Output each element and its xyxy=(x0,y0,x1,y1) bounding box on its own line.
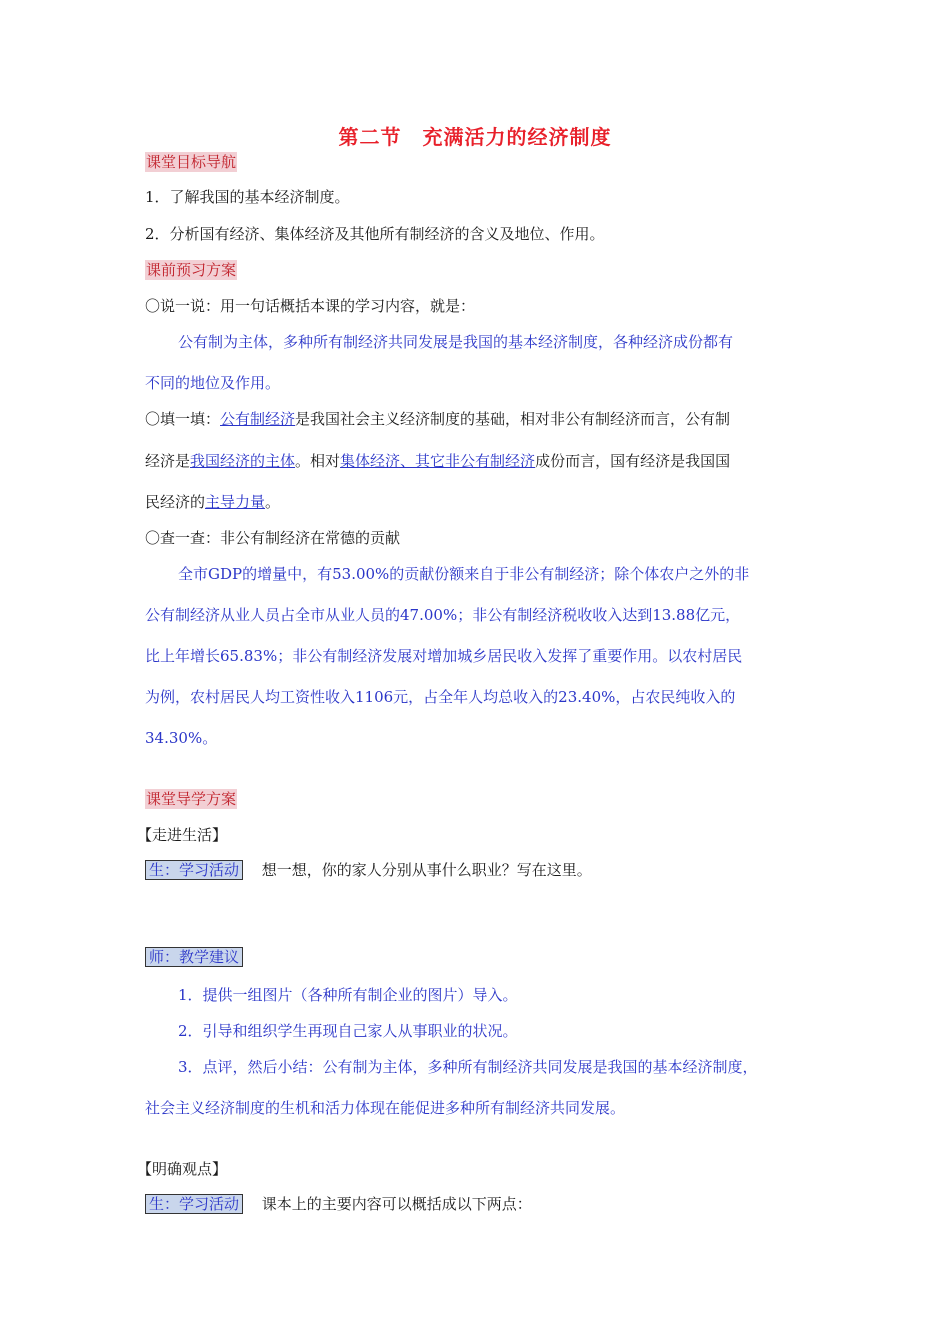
teacher-suggestion-tag: 师：教学建议 xyxy=(145,947,243,967)
fill-blank-answer: 主导力量 xyxy=(205,493,266,511)
fill-blank-answer: 公有制经济 xyxy=(220,410,296,428)
fill-blank-answer: 我国经济的主体 xyxy=(190,452,296,470)
fill-blank-answer: 集体经济、其它非公有制经济 xyxy=(340,452,536,470)
fill-text: 是我国社会主义经济制度的基础，相对非公有制经济而言，公有制 xyxy=(295,410,731,428)
section-heading-preview: 课前预习方案 xyxy=(146,261,237,279)
suggestion-item-3-continued: 社会主义经济制度的生机和活力体现在能促进多种所有制经济共同发展。 xyxy=(145,1099,626,1117)
suggestion-item-3: 3．点评，然后小结：公有制为主体，多种所有制经济共同发展是我国的基本经济制度， xyxy=(178,1058,758,1076)
fill-line-2 xyxy=(145,451,730,471)
student-activity-row-2 xyxy=(145,1194,532,1214)
suggestion-item-1: 1．提供一组图片（各种所有制企业的图片）导入。 xyxy=(178,986,518,1004)
fill-text: 。 xyxy=(265,493,281,511)
teacher-suggestion-row xyxy=(145,947,243,967)
fill-text: 经济是 xyxy=(145,452,191,470)
suggestion-item-2: 2．引导和组织学生再现自己家人从事职业的状况。 xyxy=(178,1022,518,1040)
say-answer-line-2: 不同的地位及作用。 xyxy=(145,374,281,392)
fill-text: 。相对 xyxy=(295,452,341,470)
view-prompt: 课本上的主要内容可以概括成以下两点： xyxy=(261,1195,532,1213)
check-text-line-5: 34.30%。 xyxy=(145,729,218,747)
check-label: 〇查一查：非公有制经济在常德的贡献 xyxy=(145,529,401,547)
say-answer-line-1: 公有制为主体，多种所有制经济共同发展是我国的基本经济制度，各种经济成份都有 xyxy=(178,333,734,351)
check-text-line-4: 为例，农村居民人均工资性收入1106元，占全年人均总收入的23.40%，占农民纯收入的 xyxy=(145,688,736,706)
say-label: 〇说一说：用一句话概括本课的学习内容，就是： xyxy=(145,297,476,315)
check-text-line-2: 公有制经济从业人员占全市从业人员的47.00%；非公有制经济税收收入达到13.88亿元， xyxy=(145,606,741,624)
view-heading: 【明确观点】 xyxy=(137,1160,228,1178)
check-text-line-1: 全市GDP的增量中，有53.00%的贡献份额来自于非公有制经济；除个体农户之外的非 xyxy=(178,565,750,583)
student-activity-tag: 生：学习活动 xyxy=(145,860,243,880)
fill-line-3 xyxy=(145,492,280,512)
fill-line-1 xyxy=(145,409,730,429)
section-heading-guide: 课堂导学方案 xyxy=(146,790,237,808)
fill-label: 〇填一填： xyxy=(145,410,221,428)
student-activity-row-1 xyxy=(145,860,592,880)
life-prompt: 想一想，你的家人分别从事什么职业？写在这里。 xyxy=(261,861,592,879)
goal-item-1: 1．了解我国的基本经济制度。 xyxy=(145,188,350,206)
student-activity-tag: 生：学习活动 xyxy=(145,1194,243,1214)
check-text-line-3: 比上年增长65.83%；非公有制经济发展对增加城乡居民收入发挥了重要作用。以农村居民 xyxy=(145,647,743,665)
goal-item-2: 2．分析国有经济、集体经济及其他所有制经济的含义及地位、作用。 xyxy=(145,225,605,243)
section-heading-goals: 课堂目标导航 xyxy=(146,153,237,171)
life-heading: 【走进生活】 xyxy=(137,826,228,844)
fill-text: 民经济的 xyxy=(145,493,206,511)
fill-text: 成份而言，国有经济是我国国 xyxy=(535,452,731,470)
page-title: 第二节 充满活力的经济制度 xyxy=(338,125,612,149)
